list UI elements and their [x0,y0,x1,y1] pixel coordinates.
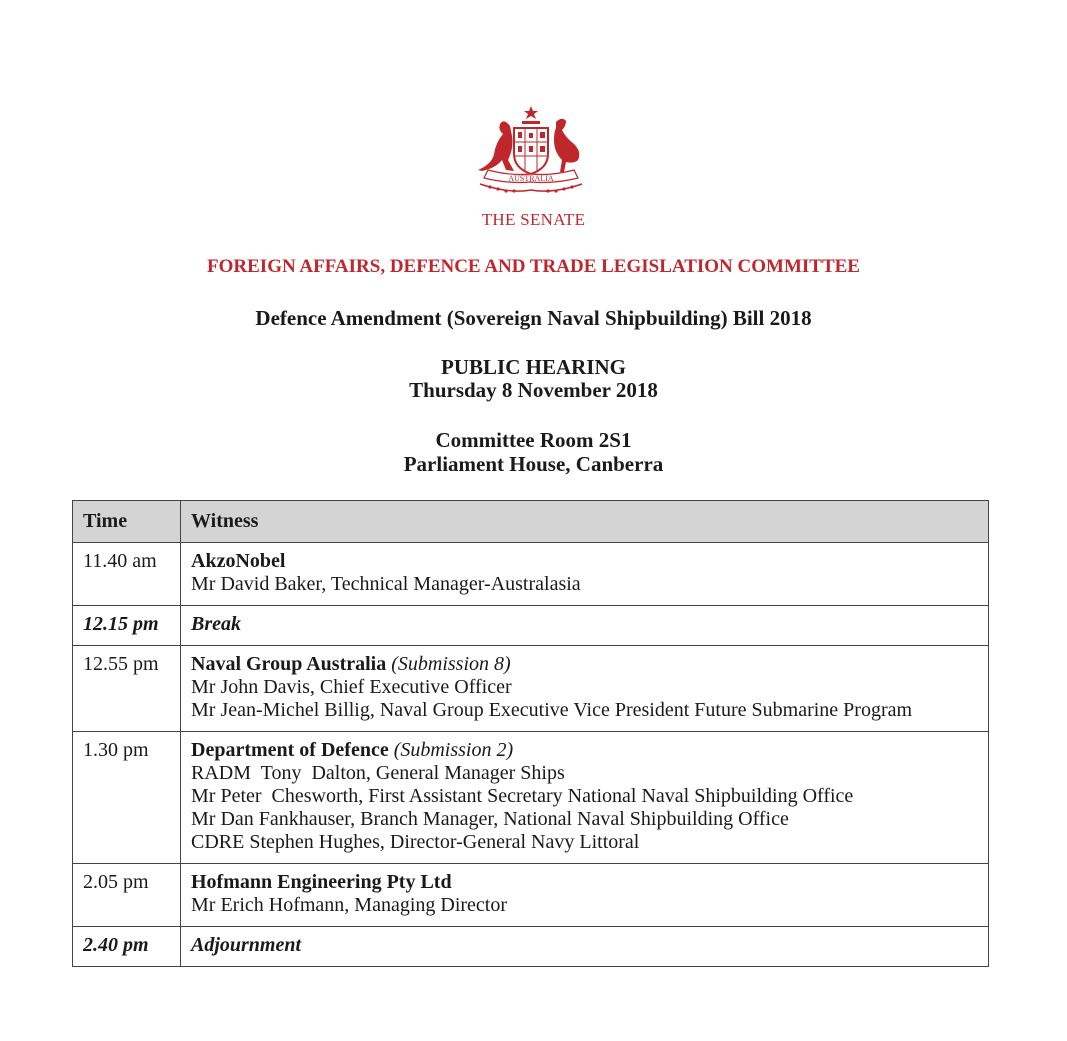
table-header-row [73,501,989,543]
table-row [73,927,989,967]
hearing-type: PUBLIC HEARING [441,355,626,379]
witness-line: Mr Jean-Michel Billig, Naval Group Executive Vice President Future Submarine Program [191,699,913,721]
hearing-schedule-table [72,500,989,967]
witness-line: Mr Dan Fankhauser, Branch Manager, National Naval Shipbuilding Office [191,808,789,830]
table-row [73,864,989,927]
witness-cell [181,646,989,732]
crest-caption: AUSTRALIA [508,174,554,183]
time-column-header: Time [73,501,181,543]
hearing-date: Thursday 8 November 2018 [409,378,658,402]
witness-line: Mr John Davis, Chief Executive Officer [191,676,512,698]
time-cell: 12.15 pm [73,606,181,646]
time-cell: 11.40 am [73,543,181,606]
table-row [73,646,989,732]
time-cell: 12.55 pm [73,646,181,732]
time-cell: 2.05 pm [73,864,181,927]
committee-name: FOREIGN AFFAIRS, DEFENCE AND TRADE LEGISLATION COMMITTEE [207,256,860,277]
venue-room: Committee Room 2S1 [435,428,632,452]
submission-ref: (Submission 2) [393,739,514,761]
witness-cell [181,732,989,864]
witness-line: CDRE Stephen Hughes, Director-General Navy Littoral [191,831,640,853]
organisation-name: Hofmann Engineering Pty Ltd [191,871,452,893]
witness-line: Mr Peter Chesworth, First Assistant Secretary National Naval Shipbuilding Office [191,785,854,807]
witness-column-header: Witness [181,501,989,543]
chamber-name: THE SENATE [481,210,586,229]
witness-line: Mr David Baker, Technical Manager-Australasia [191,573,581,595]
witness-line: Mr Erich Hofmann, Managing Director [191,894,508,916]
bill-title: Defence Amendment (Sovereign Naval Shipbuilding) Bill 2018 [255,306,812,330]
venue-info [0,428,1067,476]
adjournment-cell: Adjournment [181,927,989,967]
hearing-info [0,356,1067,402]
time-cell: 1.30 pm [73,732,181,864]
coat-of-arms-logo [470,104,592,196]
organisation-name: AkzoNobel [191,550,286,572]
witness-cell [181,864,989,927]
table-row [73,543,989,606]
table-row [73,732,989,864]
submission-ref: (Submission 8) [391,653,511,675]
witness-cell [181,543,989,606]
organisation-name: Naval Group Australia [191,653,387,675]
break-cell: Break [181,606,989,646]
venue-location: Parliament House, Canberra [403,452,664,476]
time-cell: 2.40 pm [73,927,181,967]
witness-line: RADM Tony Dalton, General Manager Ships [191,762,565,784]
table-row [73,606,989,646]
organisation-name: Department of Defence [191,739,389,761]
